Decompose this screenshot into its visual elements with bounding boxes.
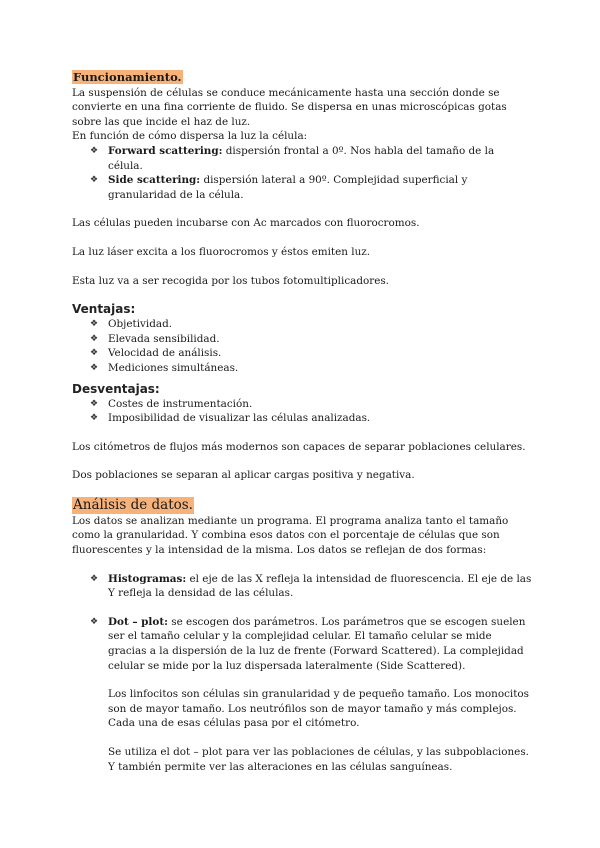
list-item-text: Costes de instrumentación.	[108, 397, 253, 410]
list-item	[72, 173, 532, 202]
list-item-text: Elevada sensibilidad.	[108, 332, 220, 345]
list-item-text: dispersión frontal a 0º. Nos habla del tamaño de la célula.	[108, 144, 495, 172]
list-item	[72, 317, 532, 332]
list-item	[72, 397, 532, 412]
list-item-text: el eje de las X refleja la intensidad de fluorescencia. El eje de las Y refleja la densidad de las células.	[108, 572, 532, 600]
diamond-bullet-icon: ❖	[90, 573, 99, 584]
diamond-bullet-icon: ❖	[90, 175, 99, 186]
funcionamiento-paragraph-1: La suspensión de células se conduce mecánicamente hasta una sección donde se convierte en una fina corriente de fluido. Se dispersa en unas microscópicas gotas sobre las que incide el haz de luz.	[72, 86, 507, 128]
list-item-term: Histogramas:	[108, 572, 187, 585]
funcionamiento-paragraph-2: En función de cómo dispersa la luz la célula:	[72, 130, 308, 143]
analisis-paragraph-1: Los datos se analizan mediante un programa. El programa analiza tanto el tamaño como la granularidad. Y combina esos datos con el porcentaje de células que son fluorescentes y la intensidad de la misma. Los datos se reflejan de dos formas:	[72, 514, 509, 557]
list-item-term: Side scattering:	[108, 174, 201, 187]
scattering-list	[72, 144, 532, 202]
funcionamiento-paragraph-5: Esta luz va a ser recogida por los tubos fotomultiplicadores.	[72, 274, 389, 287]
dotplot-paragraph-2: Los linfocitos son células sin granularidad y de pequeño tamaño. Los monocitos son de mayor tamaño. Los neutrófilos son de mayor tamaño y más complejos. Cada una de esas células pasa por el citómetro.	[108, 688, 529, 730]
list-item-term: Dot – plot:	[108, 615, 168, 628]
list-item	[72, 346, 532, 361]
list-item	[72, 361, 532, 376]
list-item-text: Mediciones simultáneas.	[108, 361, 239, 374]
analisis-title: Análisis de datos.	[73, 496, 193, 513]
diamond-bullet-icon: ❖	[90, 145, 99, 156]
funcionamiento-paragraph-3: Las células pueden incubarse con Ac marcados con fluorocromos.	[72, 217, 420, 230]
ventajas-list	[72, 317, 532, 375]
list-item-text: se escogen dos parámetros. Los parámetros que se escogen suelen ser el tamaño celular y la complejidad celular. El tamaño celular se mide gracias a la dispersión de la luz de frente (Forward Scattered). La complejidad celular se mide por la luz dispersada lateralmente (Side Scattered).	[108, 615, 526, 672]
list-item	[72, 411, 532, 426]
document-page	[72, 70, 532, 774]
diamond-bullet-icon: ❖	[90, 319, 99, 330]
diamond-bullet-icon: ❖	[90, 616, 99, 627]
desventajas-heading: Desventajas:	[72, 381, 160, 396]
desventajas-list	[72, 397, 532, 426]
diamond-bullet-icon: ❖	[90, 333, 99, 344]
list-item	[72, 615, 532, 774]
list-item-text: dispersión lateral a 90º. Complejidad superficial y granularidad de la célula.	[108, 174, 468, 201]
desventajas-paragraph-1: Los citómetros de flujos más modernos son capaces de separar poblaciones celulares.	[72, 440, 526, 453]
funcionamiento-title: Funcionamiento.	[73, 70, 182, 84]
list-item-term: Forward scattering:	[108, 144, 223, 157]
list-item-text: Velocidad de análisis.	[108, 347, 222, 360]
diamond-bullet-icon: ❖	[90, 348, 99, 359]
list-item	[72, 144, 532, 173]
list-item	[72, 332, 532, 347]
dotplot-paragraph-3: Se utiliza el dot – plot para ver las poblaciones de células, y las subpoblaciones. Y también permite ver las alteraciones en las células sanguíneas.	[108, 746, 529, 773]
ventajas-heading: Ventajas:	[72, 302, 136, 317]
diamond-bullet-icon: ❖	[90, 398, 99, 409]
analisis-list	[72, 572, 532, 775]
list-item-text: Imposibilidad de visualizar las células analizadas.	[108, 412, 371, 425]
diamond-bullet-icon: ❖	[90, 362, 99, 373]
list-item-text: Objetividad.	[108, 318, 173, 331]
funcionamiento-paragraph-4: La luz láser excita a los fluorocromos y éstos emiten luz.	[72, 245, 371, 258]
funcionamiento-heading	[72, 70, 532, 86]
diamond-bullet-icon: ❖	[90, 413, 99, 424]
analisis-heading	[72, 497, 532, 514]
desventajas-paragraph-2: Dos poblaciones se separan al aplicar cargas positiva y negativa.	[72, 469, 415, 482]
list-item	[72, 572, 532, 601]
